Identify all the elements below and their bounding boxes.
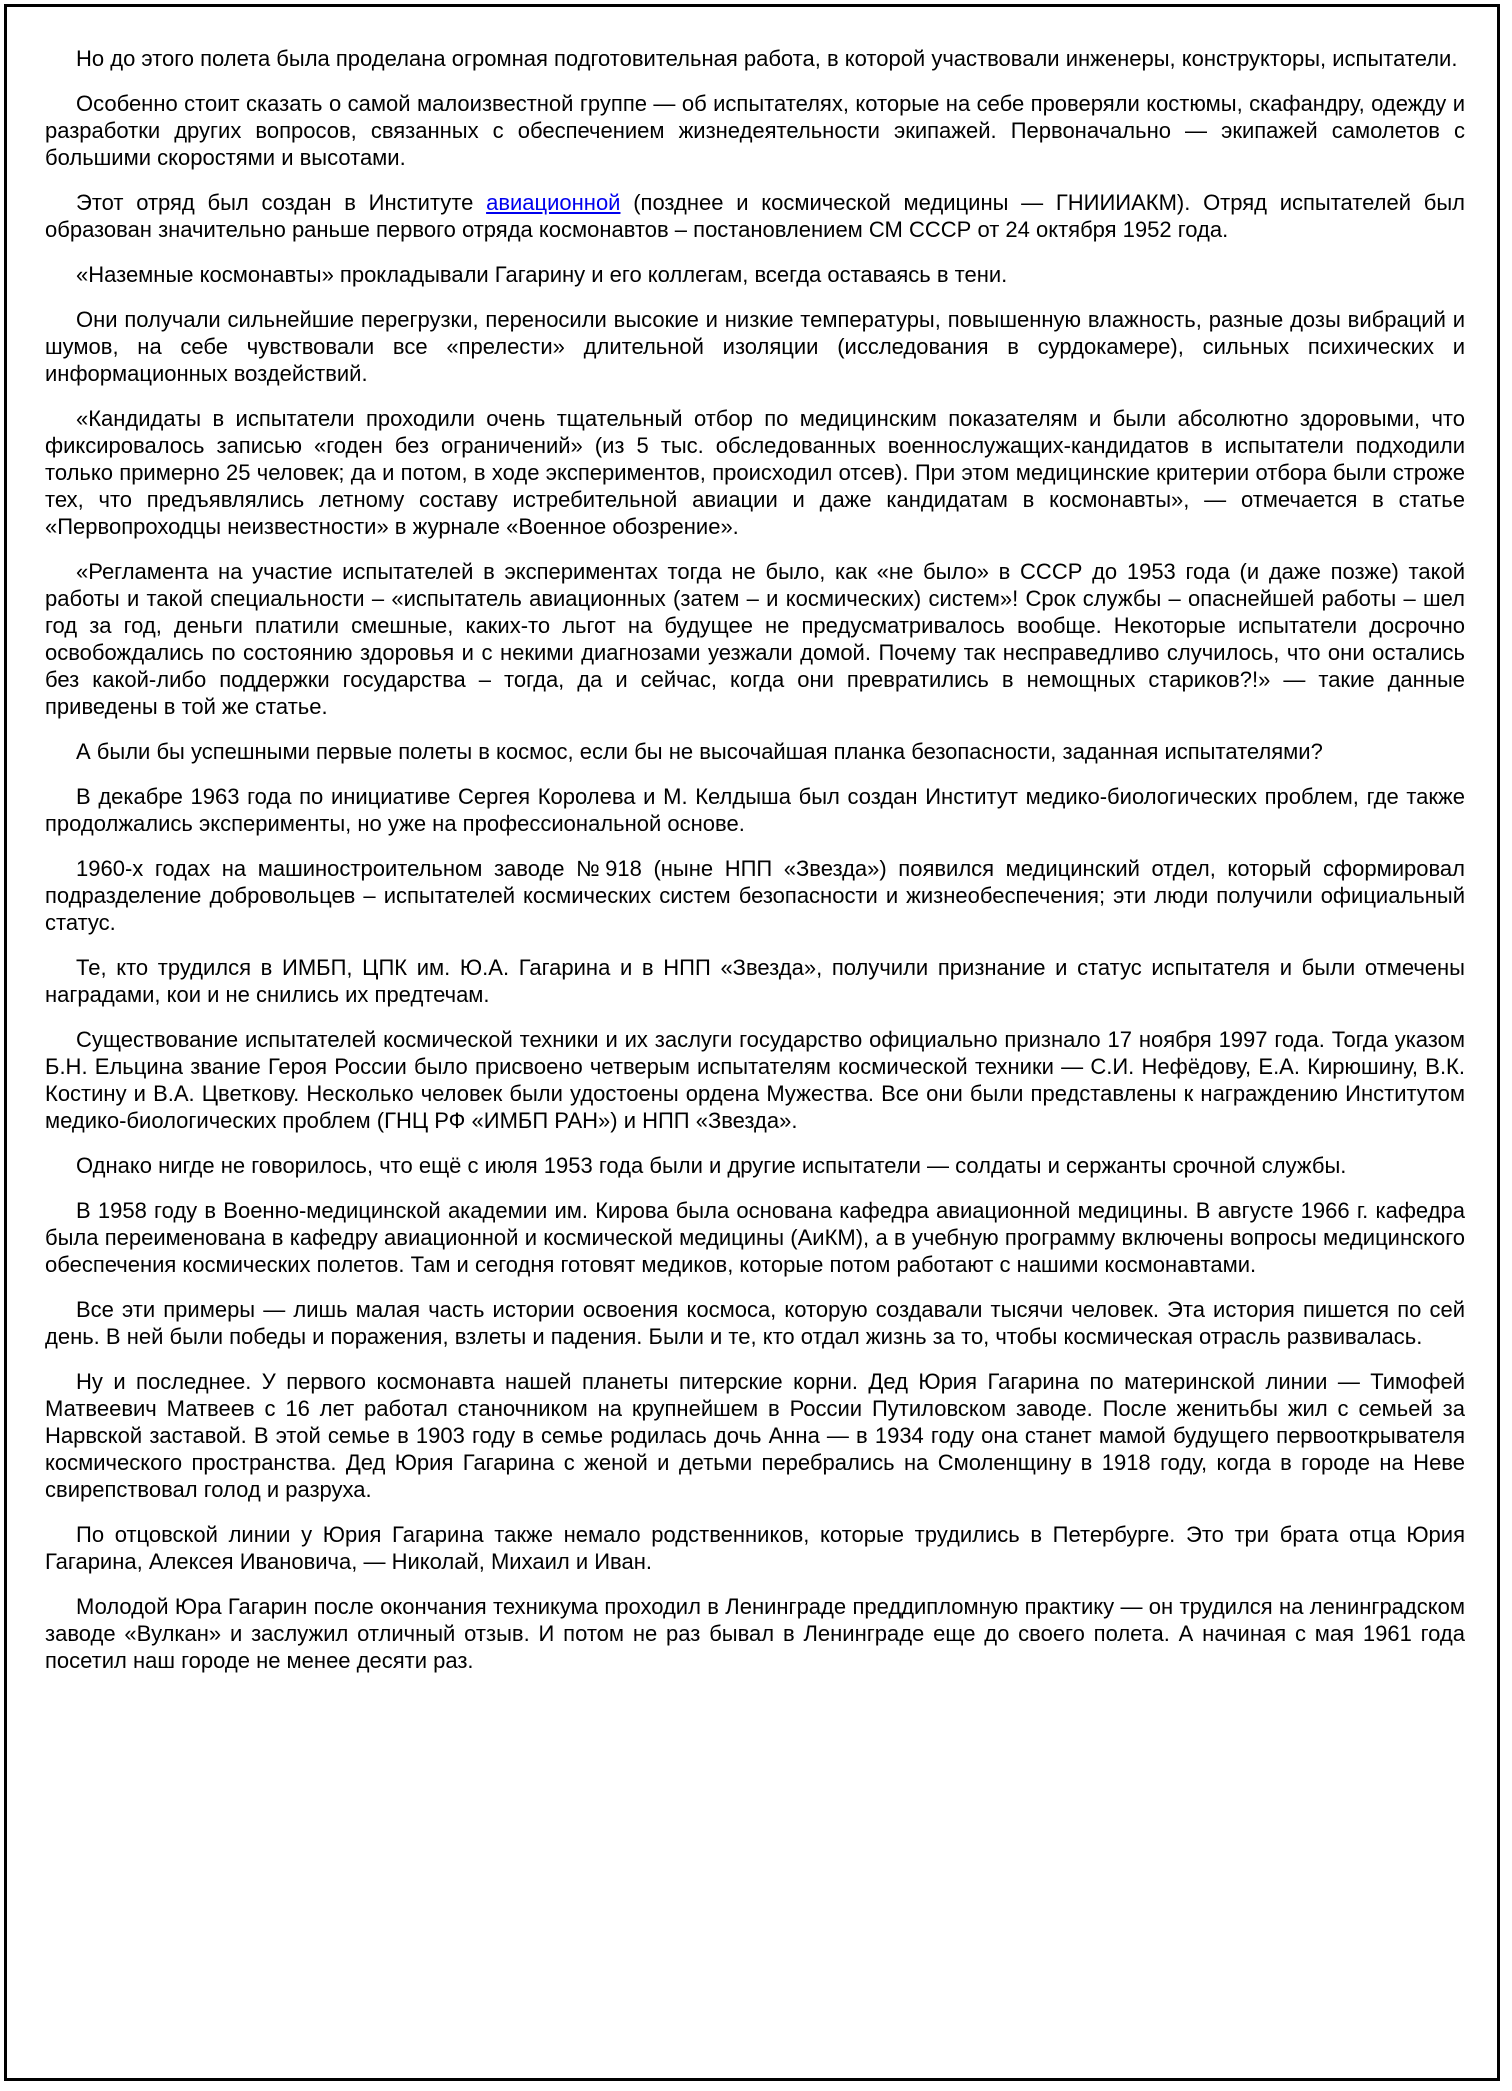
paragraph-2: Особенно стоит сказать о самой малоизвестной группе — об испытателях, которые на себе проверяли костюмы, скафандру, одежду и разработки других вопросов, связанных с обеспечением жизнедеятельности экипажей. Первоначально — экипажей самолетов с большими скоростями и высотами. bbox=[45, 91, 1465, 170]
paragraph-11: Те, кто трудился в ИМБП, ЦПК им. Ю.А. Гагарина и в НПП «Звезда», получили признание и статус испытателя и были отмечены наградами, кои и не снились их предтечам. bbox=[45, 955, 1465, 1007]
paragraph-4: «Наземные космонавты» прокладывали Гагарину и его коллегам, всегда оставаясь в тени. bbox=[76, 262, 1008, 287]
paragraph-13: Однако нигде не говорилось, что ещё с июля 1953 года были и другие испытатели — солдаты и сержанты срочной службы. bbox=[76, 1153, 1347, 1178]
page-frame bbox=[4, 4, 1500, 2081]
paragraph-9: В декабре 1963 года по инициативе Сергея Королева и М. Келдыша был создан Институт медико-биологических проблем, где также продолжались эксперименты, но уже на профессиональной основе. bbox=[45, 784, 1465, 836]
paragraph-15: Все эти примеры — лишь малая часть истории освоения космоса, которую создавали тысячи человек. Эта история пишется по сей день. В ней были победы и поражения, взлеты и падения. Были и те, кто отдал жизнь за то, чтобы космическая отрасль развивалась. bbox=[45, 1297, 1465, 1349]
paragraph-17: По отцовской линии у Юрия Гагарина также немало родственников, которые трудились в Петербурге. Это три брата отца Юрия Гагарина, Алексея Ивановича, — Николай, Михаил и Иван. bbox=[45, 1522, 1465, 1574]
paragraph-1: Но до этого полета была проделана огромная подготовительная работа, в которой участвовали инженеры, конструкторы, испытатели. bbox=[76, 46, 1458, 71]
paragraph-5: Они получали сильнейшие перегрузки, переносили высокие и низкие температуры, повышенную влажность, разные дозы вибраций и шумов, на себе чувствовали все «прелести» длительной изоляции (исследования в сурдокамере), сильных психических и информационных воздействий. bbox=[45, 307, 1465, 386]
paragraph-7: «Регламента на участие испытателей в экспериментах тогда не было, как «не было» в СССР до 1953 года (и даже позже) такой работы и такой специальности – «испытатель авиационных (затем – и космических) систем»! Срок службы – опаснейшей работы – шел год за год, деньги платили смешные, каких-то льгот на будущее не предусматривалось вообще. Некоторые испытатели досрочно освобождались по состоянию здоровья и с некими диагнозами уезжали домой. Почему так несправедливо случилось, что они остались без какой-либо поддержки государства – тогда, да и сейчас, когда они превратились в немощных стариков?!» — такие данные приведены в той же статье. bbox=[45, 559, 1465, 719]
paragraph-12: Существование испытателей космической техники и их заслуги государство официально признало 17 ноября 1997 года. Тогда указом Б.Н. Ельцина звание Героя России было присвоено четверым испытателям космической техники — С.И. Нефёдову, Е.А. Кирюшину, В.К. Костину и В.А. Цветкову. Несколько человек были удостоены ордена Мужества. Все они были представлены к награждению Институтом медико-биологических проблем (ГНЦ РФ «ИМБП РАН») и НПП «Звезда». bbox=[45, 1027, 1465, 1133]
paragraph-3-text-after: (позднее и космической медицины — ГНИИИАКМ). Отряд испытателей был образован значительно раньше первого отряда космонавтов – постановлением СМ СССР от 24 октября 1952 года. bbox=[45, 190, 1465, 242]
article-body bbox=[45, 45, 1465, 1692]
aviation-link[interactable]: авиационной bbox=[486, 190, 621, 215]
paragraph-16: Ну и последнее. У первого космонавта нашей планеты питерские корни. Дед Юрия Гагарина по материнской линии — Тимофей Матвеевич Матвеев с 16 лет работал станочником на крупнейшем в России Путиловском заводе. После женитьбы жил с семьей за Нарвской заставой. В этой семье в 1903 году в семье родилась дочь Анна — в 1934 году она станет мамой будущего первооткрывателя космического пространства. Дед Юрия Гагарина с женой и детьми перебрались на Смоленщину в 1918 году, когда в городе на Неве свирепствовал голод и разруха. bbox=[45, 1369, 1465, 1502]
paragraph-18: Молодой Юра Гагарин после окончания техникума проходил в Ленинграде преддипломную практику — он трудился на ленинградском заводе «Вулкан» и заслужил отличный отзыв. И потом не раз бывал в Ленинграде еще до своего полета. А начиная с мая 1961 года посетил наш городе не менее десяти раз. bbox=[45, 1594, 1465, 1673]
paragraph-8: А были бы успешными первые полеты в космос, если бы не высочайшая планка безопасности, заданная испытателями? bbox=[76, 739, 1323, 764]
paragraph-6: «Кандидаты в испытатели проходили очень тщательный отбор по медицинским показателям и были абсолютно здоровыми, что фиксировалось записью «годен без ограничений» (из 5 тыс. обследованных военнослужащих-кандидатов в испытатели подходили только примерно 25 человек; да и потом, в ходе экспериментов, происходил отсев). При этом медицинские критерии отбора были строже тех, что предъявлялись летному составу истребительной авиации и даже кандидатам в космонавты», — отмечается в статье «Первопроходцы неизвестности» в журнале «Военное обозрение». bbox=[45, 406, 1465, 539]
paragraph-14: В 1958 году в Военно-медицинской академии им. Кирова была основана кафедра авиационной медицины. В августе 1966 г. кафедра была переименована в кафедру авиационной и космической медицины (АиКМ), а в учебную программу включены вопросы медицинского обеспечения космических полетов. Там и сегодня готовят медиков, которые потом работают с нашими космонавтами. bbox=[45, 1198, 1465, 1277]
paragraph-3 bbox=[45, 189, 1465, 243]
paragraph-3-text-before: Этот отряд был создан в Институте bbox=[76, 190, 487, 215]
paragraph-10: 1960-х годах на машиностроительном заводе №918 (ныне НПП «Звезда») появился медицинский отдел, который сформировал подразделение добровольцев – испытателей космических систем безопасности и жизнеобеспечения; эти люди получили официальный статус. bbox=[45, 856, 1465, 935]
